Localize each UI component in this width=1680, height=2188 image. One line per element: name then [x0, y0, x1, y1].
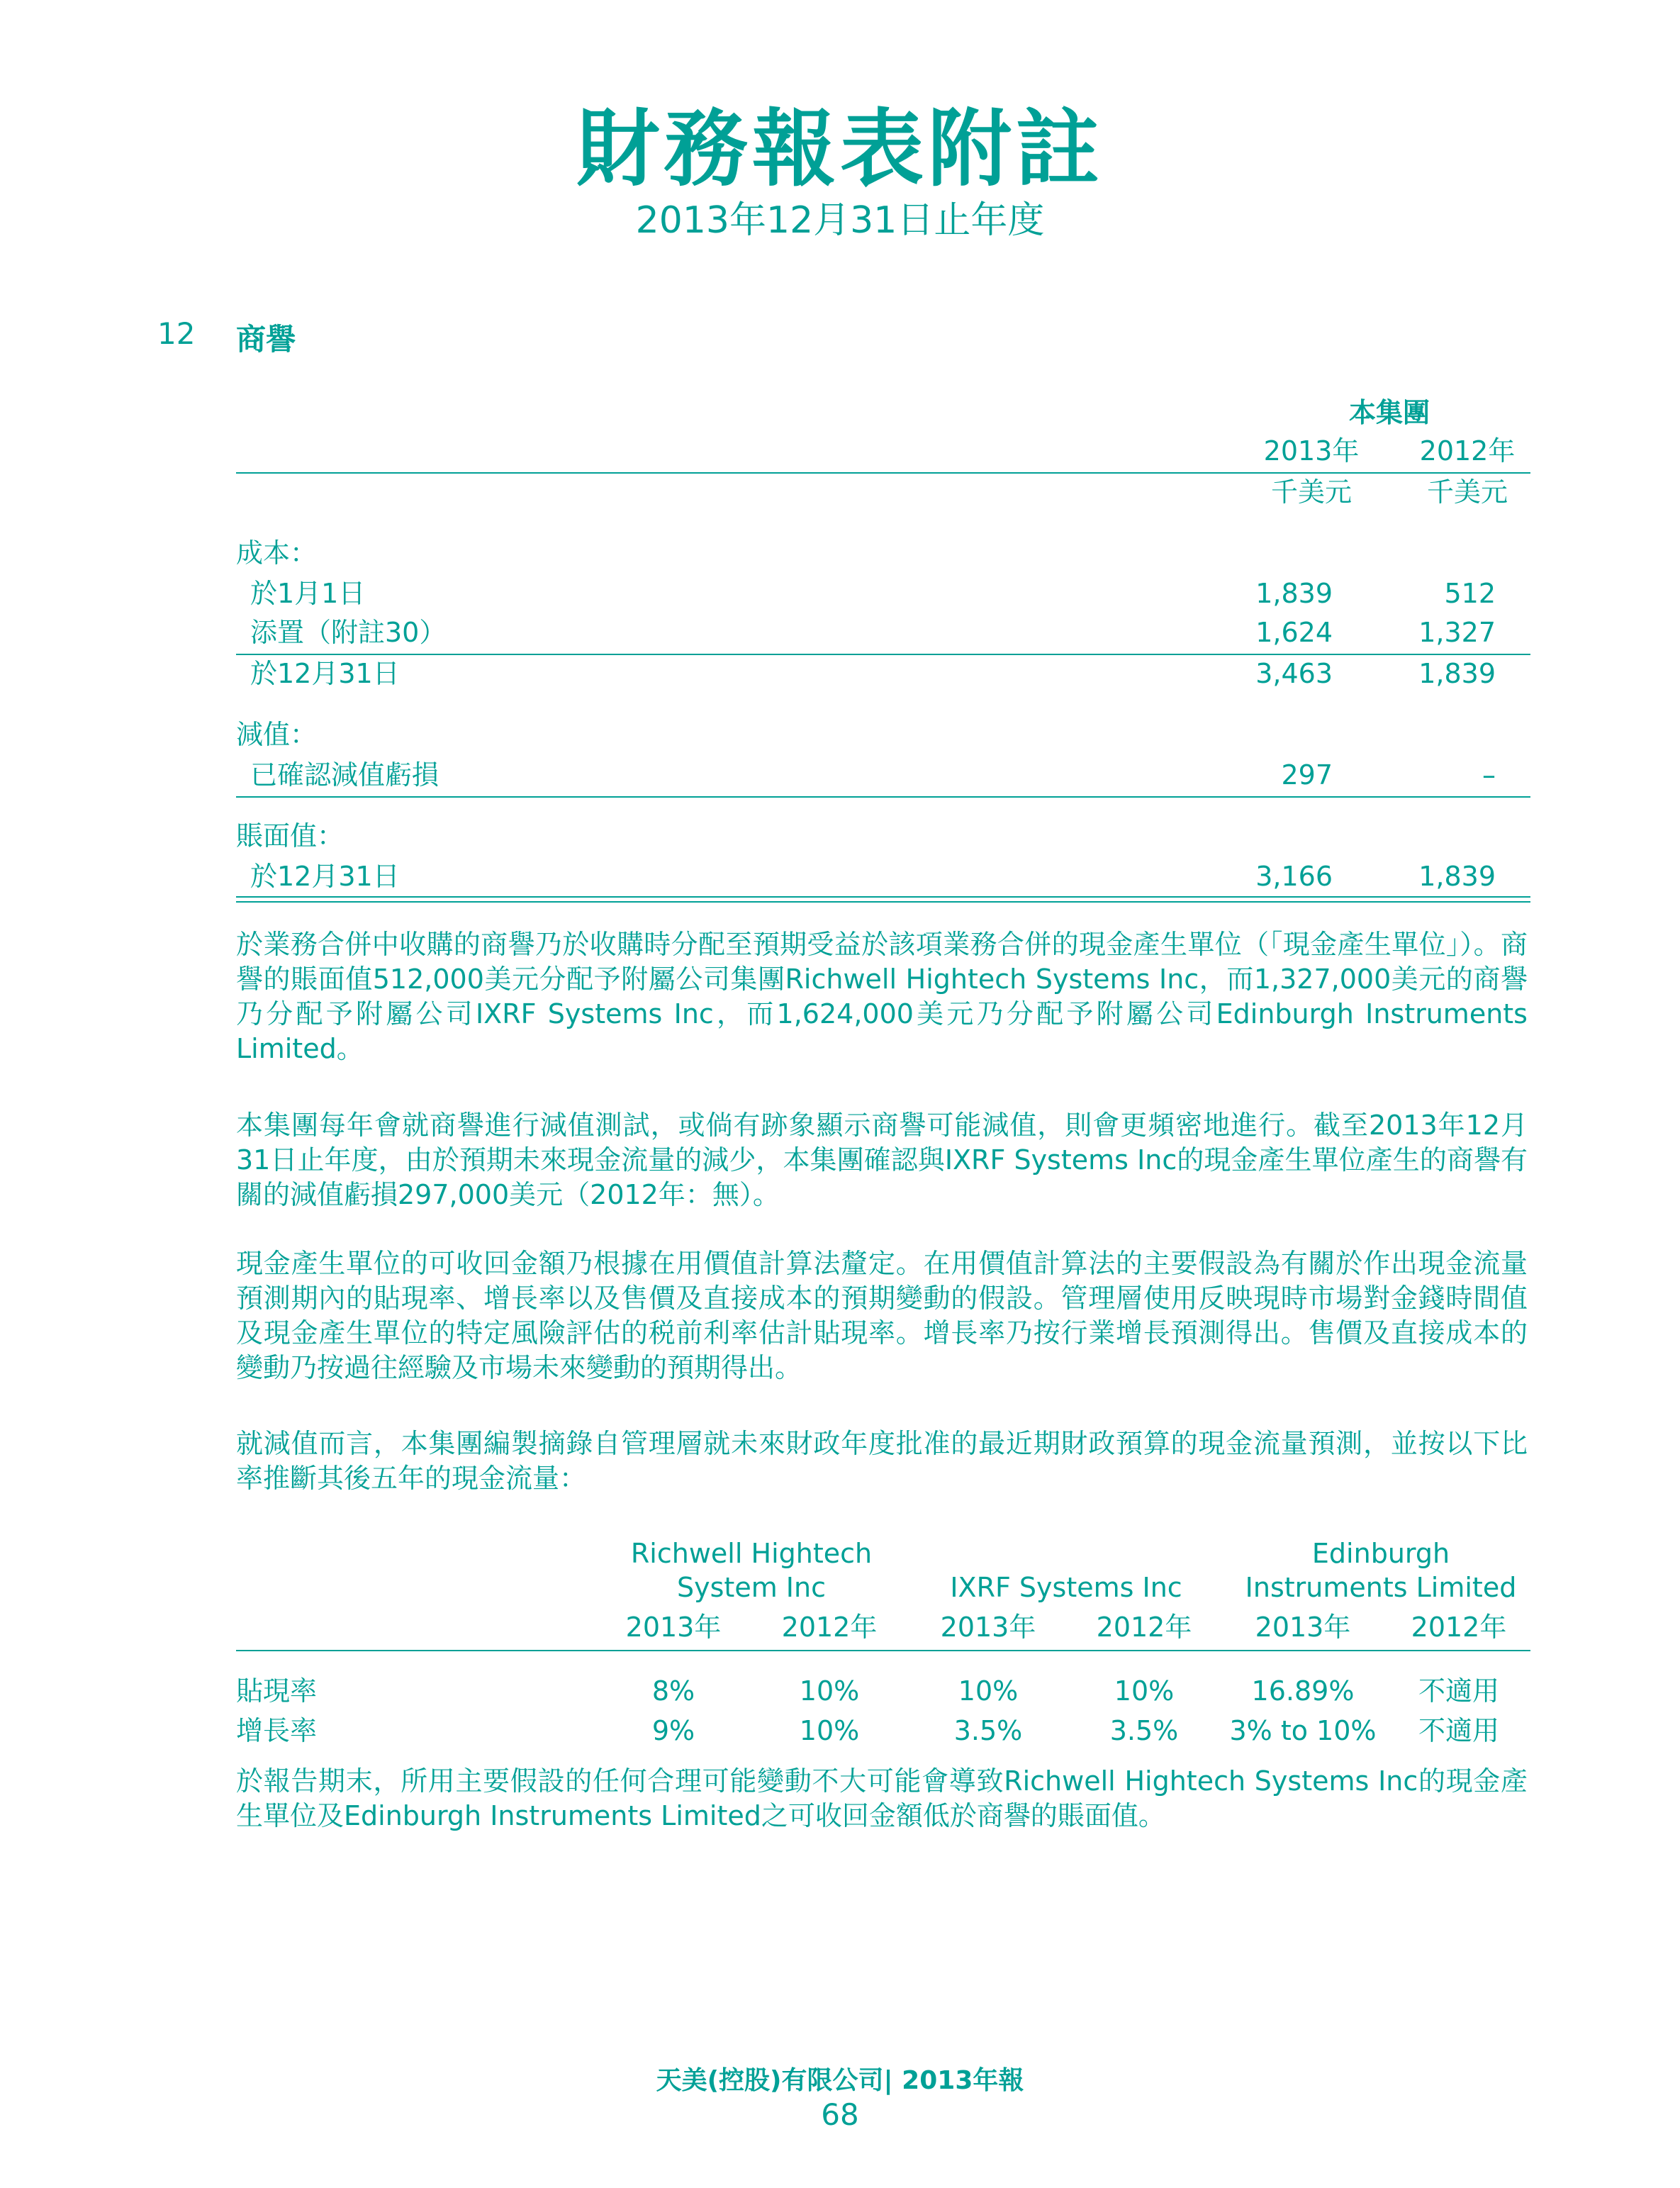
section-number: 12 [157, 316, 196, 351]
footer-company: 天美(控股)有限公司| 2013年報 [656, 2066, 1024, 2095]
rate-cell: 10% [799, 1675, 860, 1707]
group-header-line2: System Inc [677, 1572, 826, 1603]
row-value-2013: 3,463 [1255, 658, 1333, 689]
page-title: 財務報表附註 [576, 100, 1104, 198]
page-number: 68 [821, 2097, 859, 2132]
year-header: 2012年 [1411, 1612, 1507, 1643]
impairment-rule [236, 796, 1530, 798]
paragraph-allocation: 於業務合併中收購的商譽乃於收購時分配至預期受益於該項業務合併的現金產生單位（「現金產生單位」）。商譽的賬面值512,000美元分配予附屬公司集團Richwell Hightech Systems Inc，而1,327,000美元的商譽乃分配予附屬公司IXRF Systems Inc，而1,624,000美元乃分配予附屬公司Edinburgh Instruments Limited。 [236, 929, 1528, 1064]
paragraph-cash-flow-projection: 就減值而言，本集團編製摘錄自管理層就未來財政年度批准的最近期財政預算的現金流量預測，並按以下比率推斷其後五年的現金流量： [236, 1428, 1528, 1494]
impairment-heading: 減值： [236, 719, 318, 750]
row-value-2012: 512 [1444, 578, 1496, 609]
section-title: 商譽 [236, 322, 296, 357]
year-header: 2013年 [1255, 1612, 1351, 1643]
row-label: 添置（附註30） [250, 617, 447, 648]
row-value-2013: 1,839 [1255, 578, 1333, 609]
row-value-2012: 1,839 [1418, 861, 1496, 892]
rate-cell: 16.89% [1251, 1675, 1355, 1707]
total-rule-top [236, 896, 1530, 898]
row-value-2013: 1,624 [1255, 617, 1333, 648]
row-label: 已確認減值虧損 [250, 759, 439, 791]
rate-row-label: 增長率 [236, 1715, 318, 1746]
row-label: 於12月31日 [250, 861, 400, 892]
row-value-2013: 3,166 [1255, 861, 1333, 892]
table-header-rule [236, 472, 1530, 474]
row-value-2012: 1,327 [1418, 617, 1496, 648]
rates-header-rule [236, 1650, 1530, 1651]
carrying-heading: 賬面值： [236, 820, 345, 852]
rate-cell: 3.5% [1109, 1715, 1179, 1746]
row-label: 於1月1日 [250, 578, 366, 609]
year-header: 2013年 [625, 1612, 722, 1643]
group-header-line2: Instruments Limited [1245, 1572, 1517, 1603]
group-header-line1: Richwell Hightech [630, 1538, 873, 1569]
paragraph-recoverable-amount: 現金產生單位的可收回金額乃根據在用價值計算法釐定。在用價值計算法的主要假設為有關於作出現金流量預測期內的貼現率、增長率以及售價及直接成本的預期變動的假設。管理層使用反映現時市場對金錢時間值及現金產生單位的特定風險評估的税前利率估計貼現率。增長率乃按行業增長預測得出。售價及直接成本的變動乃按過往經驗及市場未來變動的預期得出。 [236, 1248, 1528, 1383]
cost-heading: 成本： [236, 537, 318, 569]
year-header: 2012年 [1096, 1612, 1192, 1643]
row-value-2013: 297 [1281, 759, 1333, 791]
total-rule-bottom [236, 901, 1530, 903]
group-header-line1: Edinburgh [1311, 1538, 1450, 1569]
paragraph-impairment-test: 本集團每年會就商譽進行減值測試，或倘有跡象顯示商譽可能減值，則會更頻密地進行。截至2013年12月31日止年度，由於預期未來現金流量的減少，本集團確認與IXRF Systems Inc的現金產生單位產生的商譽有關的減值虧損297,000美元（2012年：無）。 [236, 1110, 1528, 1210]
rate-row-label: 貼現率 [236, 1675, 318, 1707]
rate-cell: 10% [1114, 1675, 1175, 1707]
rate-cell: 不適用 [1418, 1675, 1499, 1707]
unit-2012: 千美元 [1426, 476, 1508, 508]
page-subtitle: 2013年12月31日止年度 [635, 199, 1045, 242]
row-value-2012: 1,839 [1418, 658, 1496, 689]
subtotal-rule [236, 654, 1530, 655]
year-header: 2012年 [781, 1612, 878, 1643]
group-header-line2: IXRF Systems Inc [950, 1572, 1182, 1603]
col-2013-header: 2013年 [1263, 435, 1360, 467]
rate-cell: 8% [651, 1675, 695, 1707]
rate-cell: 9% [651, 1715, 695, 1746]
rate-cell: 3.5% [953, 1715, 1023, 1746]
col-2012-header: 2012年 [1419, 435, 1516, 467]
rate-cell: 3% to 10% [1229, 1715, 1377, 1746]
paragraph-sensitivity: 於報告期末，所用主要假設的任何合理可能變動不大可能會導致Richwell Hightech Systems Inc的現金產生單位及Edinburgh Instruments Limited之可收回金額低於商譽的賬面值。 [236, 1765, 1528, 1831]
row-value-2012: – [1482, 759, 1496, 791]
rate-cell: 10% [799, 1715, 860, 1746]
year-header: 2013年 [940, 1612, 1036, 1643]
rate-cell: 10% [958, 1675, 1019, 1707]
row-label: 於12月31日 [250, 658, 400, 689]
group-label: 本集團 [1348, 397, 1430, 428]
unit-2013: 千美元 [1270, 476, 1352, 508]
rate-cell: 不適用 [1418, 1715, 1499, 1746]
